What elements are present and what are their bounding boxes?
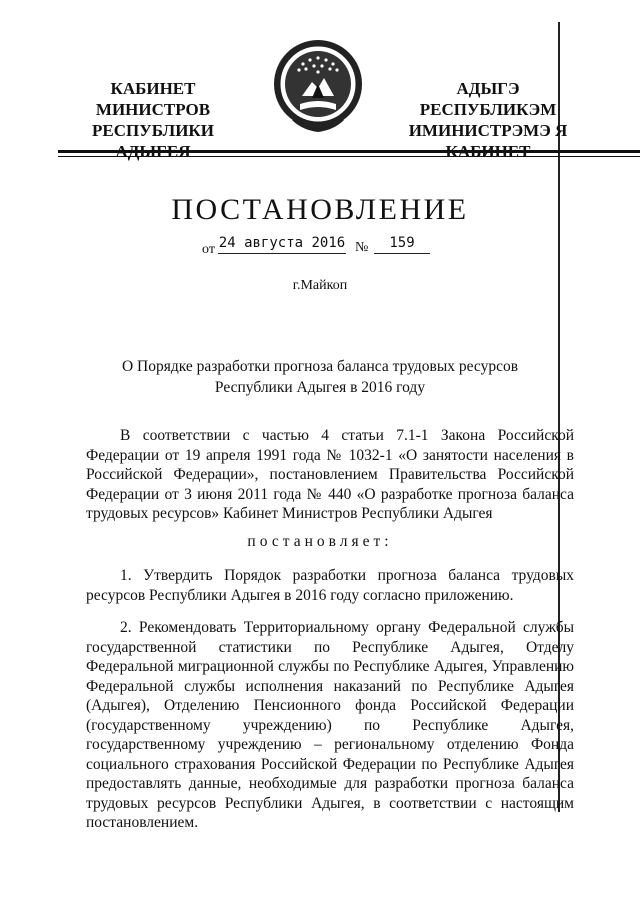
number-prefix: № — [355, 240, 369, 255]
document-subject — [120, 356, 520, 398]
header-right-line1: АДЫГЭ РЕСПУБЛИКЭМ — [419, 79, 557, 119]
coat-of-arms-icon — [272, 38, 364, 136]
header-rule-thin — [58, 156, 640, 157]
document-title: ПОСТАНОВЛЕНИЕ — [171, 193, 469, 226]
preamble-paragraph: В соответствии с частью 4 статьи 7.1-1 Закона Российской Федерации от 19 апреля 1991 года № 1032-1 «О занятости населения в Российской Федерации», постановлением Правительства Российской Федерации от 3 июня 2011 года № 440 «О разработке прогноза баланса трудовых ресурсов» Кабинет Министров Республики Адыгея — [86, 427, 574, 522]
resolves-heading: постановляет: — [247, 533, 393, 550]
date-prefix: от — [202, 242, 215, 257]
document-number: 159 — [374, 235, 430, 254]
document-city: г.Майкоп — [292, 278, 348, 293]
header-left-line2: РЕСПУБЛИКИ — [92, 121, 214, 140]
header-left-line1: КАБИНЕТ МИНИСТРОВ — [95, 79, 211, 119]
document-date: 24 августа 2016 — [218, 235, 346, 254]
header-right-line2: ИМИНИСТРЭМЭ Я — [408, 121, 568, 140]
item-2-paragraph: 2. Рекомендовать Территориальному органу Федеральной службы государственной статистики по Республике Адыгея, Отделу Федеральной миграционной службы по Республике Адыгея, Управлению Федеральной службы исполнения наказаний по Республике Адыгея (Адыгея), Отделению Пенсионного фонда Российской Федерации (государственному учреждению) по Республике Адыгея, государственному учреждению – региональному отделению Фонда социального страхования Российской Федерации по Республике Адыгея предоставлять данные, необходимые для разработки прогноза баланса трудовых ресурсов Республики Адыгея, в соответствии с настоящим постановлением. — [86, 619, 574, 831]
item-1-paragraph: 1. Утвердить Порядок разработки прогноза баланса трудовых ресурсов Республики Адыгея в 2016 году согласно приложению. — [86, 567, 574, 604]
subject-line2: Республики Адыгея в 2016 году — [214, 379, 426, 396]
date-number-line — [0, 235, 640, 259]
subject-line1: О Порядке разработки прогноза баланса трудовых ресурсов — [121, 358, 519, 375]
header-rule-thick — [58, 150, 640, 153]
